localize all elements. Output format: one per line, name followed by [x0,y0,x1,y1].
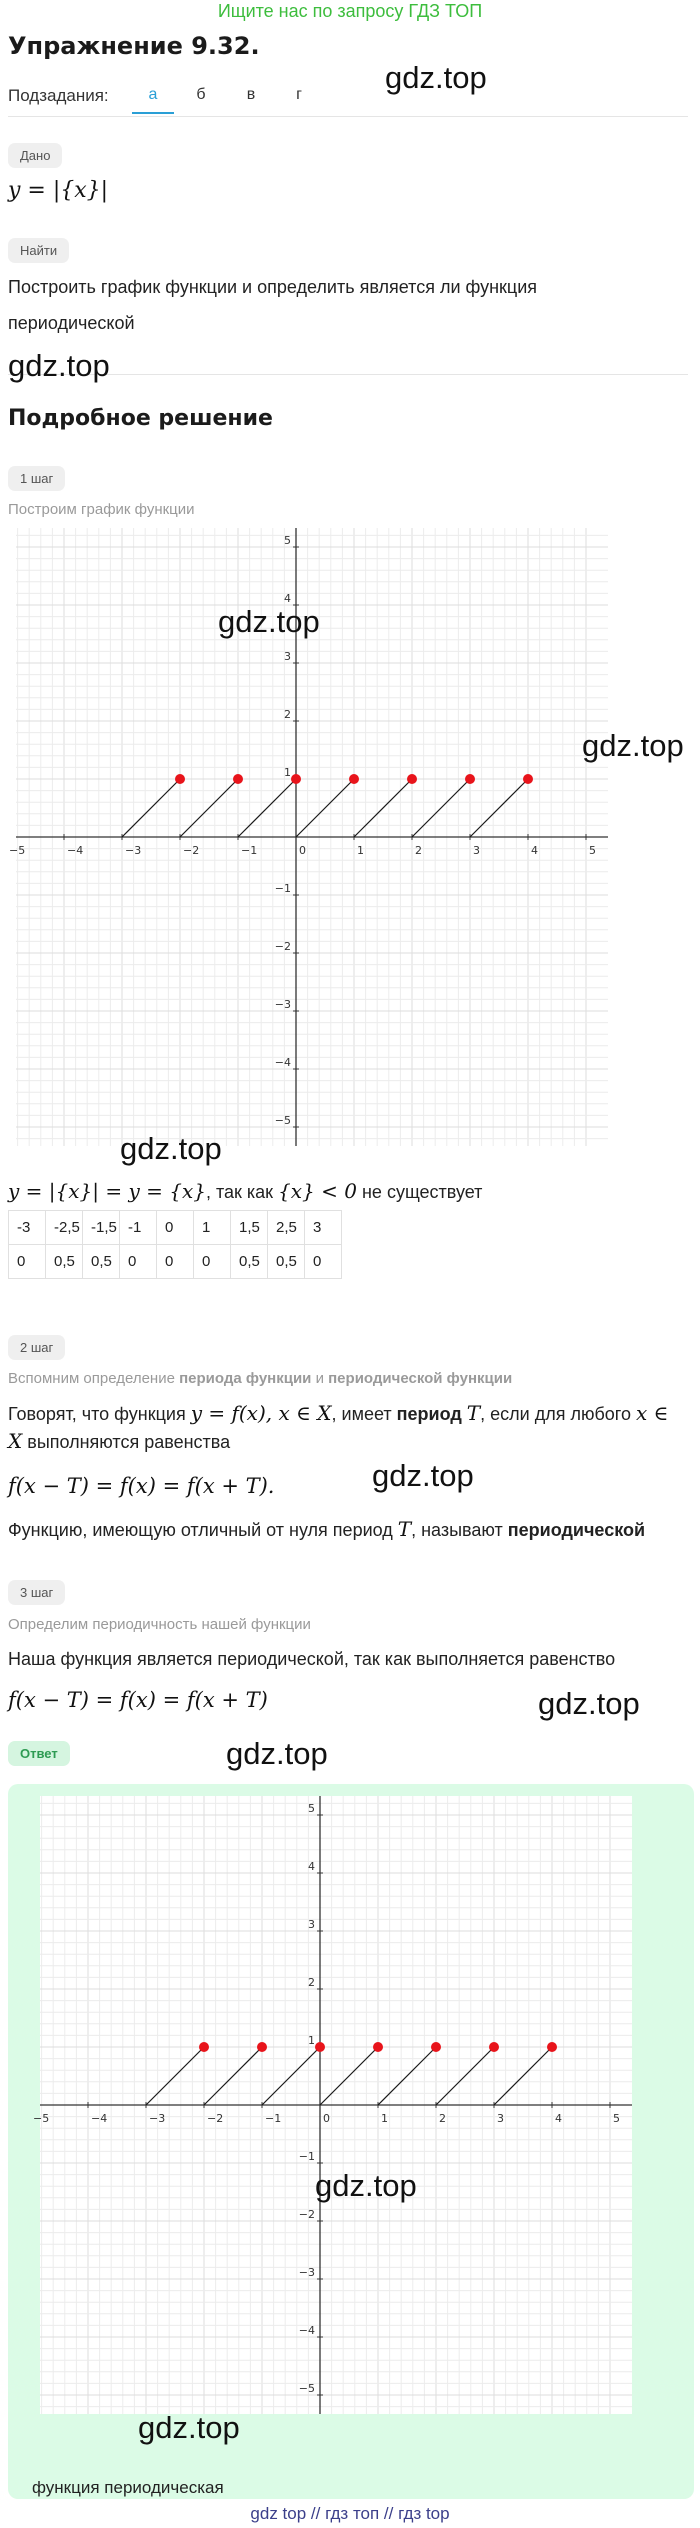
divider [8,374,688,375]
given-badge: Дано [8,143,62,168]
y-tick-label: −5 [298,2382,315,2395]
table-cell: 0 [120,1245,157,1279]
x-tick-label: −1 [265,2112,282,2125]
x-tick-label: 1 [357,844,364,857]
graph-point [291,774,301,784]
x-tick-label: −2 [207,2112,224,2125]
y-tick-label: 5 [308,1802,315,1815]
x-tick-label: −3 [125,844,142,857]
step2-badge: 2 шаг [8,1335,65,1360]
watermark: gdz.top [120,1131,222,1166]
given-formula: y = |{x}| [8,178,109,203]
x-tick-label: 4 [555,2112,562,2125]
table-cell: -2,5 [46,1211,83,1245]
table-row [9,1245,342,1279]
table-cell: 2,5 [268,1211,305,1245]
definition-bold: период [396,1404,462,1424]
graph-point [199,2042,209,2052]
table-cell: -1 [120,1211,157,1245]
caption-text: и [311,1370,329,1387]
watermark: gdz.top [226,1736,328,1771]
table-cell: 0,5 [231,1245,268,1279]
definition-formula: X [8,1429,23,1453]
page-title: Упражнение 9.32. [8,32,260,60]
definition-text: Говорят, что функция [8,1404,191,1424]
table-cell: 0 [157,1245,194,1279]
x-tick-label: −5 [9,844,26,857]
definition-text: выполняются равенства [22,1432,231,1452]
definition-formula: T [397,1517,412,1541]
x-tick-label: 3 [497,2112,504,2125]
x-tick-label: −3 [149,2112,166,2125]
explanation-formula: y = |{x}| = y = {x} [8,1179,206,1203]
tab-a[interactable]: а [148,86,158,103]
watermark: gdz.top [315,2168,417,2203]
step3-badge: 3 шаг [8,1580,65,1605]
graph-point [547,2042,557,2052]
step3-equation: f(x − T) = f(x) = f(x + T) [8,1688,268,1712]
x-tick-label: −1 [241,844,258,857]
y-tick-label: −3 [298,2266,315,2279]
definition-text: Функцию, имеющую отличный от нуля период [8,1520,398,1540]
definition-line3 [8,1516,645,1543]
tab-v[interactable]: в [246,86,256,103]
caption-bold: периодической функции [328,1370,513,1387]
y-tick-label: −5 [274,1114,291,1127]
tab-b[interactable]: б [196,86,206,103]
graph-point [465,774,475,784]
y-tick-label: −2 [274,940,291,953]
watermark: gdz.top [218,604,320,639]
explanation-text2: не существует [356,1182,483,1202]
x-tick-label: 3 [473,844,480,857]
table-cell: 0,5 [83,1245,120,1279]
x-tick-label: −4 [91,2112,108,2125]
table-row [9,1211,342,1245]
answer-badge: Ответ [8,1741,70,1766]
step1-caption: Построим график функции [8,501,195,518]
table-cell: 0 [9,1245,46,1279]
definition-text: , если для любого [480,1404,636,1424]
graph-point [489,2042,499,2052]
y-tick-label: 2 [284,708,291,721]
step1-explanation [8,1178,482,1205]
solution-title: Подробное решение [8,406,273,431]
definition-formula: y = f(x), x ∈ X [190,1401,332,1425]
top-banner-link[interactable]: Ищите нас по запросу ГДЗ ТОП [217,1,483,21]
y-tick-label: −4 [274,1056,291,1069]
watermark: gdz.top [582,728,684,763]
table-cell: 0,5 [268,1245,305,1279]
find-badge: Найти [8,238,69,263]
tab-g[interactable]: г [296,86,302,103]
x-tick-label: 2 [439,2112,446,2125]
watermark: gdz.top [385,60,487,95]
caption-text: Вспомним определение [8,1370,180,1387]
x-tick-label: 0 [323,2112,330,2125]
y-tick-label: 3 [308,1918,315,1931]
explanation-formula2: {x} < 0 [278,1179,357,1203]
y-tick-label: 2 [308,1976,315,1989]
x-tick-label: −5 [33,2112,50,2125]
y-tick-label: 1 [308,2034,315,2047]
step2-caption [8,1370,512,1387]
graph-point [175,774,185,784]
table-cell: 3 [305,1211,342,1245]
active-tab-indicator [132,112,174,114]
x-tick-label: 1 [381,2112,388,2125]
caption-bold: периода функции [179,1370,312,1387]
subtasks-label: Подзадания: [8,86,109,105]
graph-point [431,2042,441,2052]
definition-text: , называют [411,1520,508,1540]
table-cell: 1 [194,1211,231,1245]
definition-formula: T [466,1401,481,1425]
definition-formula: x ∈ [635,1401,669,1425]
x-tick-label: 0 [299,844,306,857]
table-cell: -1,5 [83,1211,120,1245]
y-tick-label: −2 [298,2208,315,2221]
answer-text: функция периодическая [32,2478,224,2497]
step1-badge: 1 шаг [8,466,65,491]
y-tick-label: −4 [298,2324,315,2337]
divider [8,116,688,117]
y-tick-label: 1 [284,766,291,779]
table-cell: 0,5 [46,1245,83,1279]
watermark: gdz.top [138,2410,240,2445]
watermark: gdz.top [8,348,110,383]
table-cell: 0 [157,1211,194,1245]
graph-point [315,2042,325,2052]
definition-text: , имеет [331,1404,397,1424]
watermark: gdz.top [538,1686,640,1721]
x-tick-label: −2 [183,844,200,857]
table-cell: 0 [305,1245,342,1279]
find-text-line2: периодической [8,313,135,333]
graph-point [233,774,243,784]
x-tick-label: −4 [67,844,84,857]
y-tick-label: 4 [284,592,291,605]
y-tick-label: −1 [298,2150,315,2163]
graph-point [373,2042,383,2052]
x-tick-label: 2 [415,844,422,857]
step3-text: Наша функция является периодической, так как выполняется равенство [8,1649,616,1669]
find-text-line1: Построить график функции и определить является ли функция [8,277,538,297]
table-cell: 0 [194,1245,231,1279]
footer-links[interactable]: gdz top // гдз топ // гдз top [250,2504,450,2523]
y-tick-label: 3 [284,650,291,663]
y-tick-label: 4 [308,1860,315,1873]
y-tick-label: −3 [274,998,291,1011]
x-tick-label: 4 [531,844,538,857]
answer-graph [32,1796,640,2414]
table-cell: -3 [9,1211,46,1245]
explanation-text: , так как [205,1182,279,1202]
step3-caption: Определим периодичность нашей функции [8,1616,311,1633]
definition-equation: f(x − T) = f(x) = f(x + T). [8,1474,275,1498]
definition-line1 [8,1400,668,1427]
definition-bold: периодической [507,1520,646,1540]
x-tick-label: 5 [613,2112,620,2125]
graph-point [349,774,359,784]
y-tick-label: −1 [274,882,291,895]
table-cell: 1,5 [231,1211,268,1245]
graph-point [523,774,533,784]
definition-line2 [8,1428,230,1455]
graph-point [407,774,417,784]
values-table [8,1210,342,1279]
x-tick-label: 5 [589,844,596,857]
graph-point [257,2042,267,2052]
y-tick-label: 5 [284,534,291,547]
watermark: gdz.top [372,1458,474,1493]
